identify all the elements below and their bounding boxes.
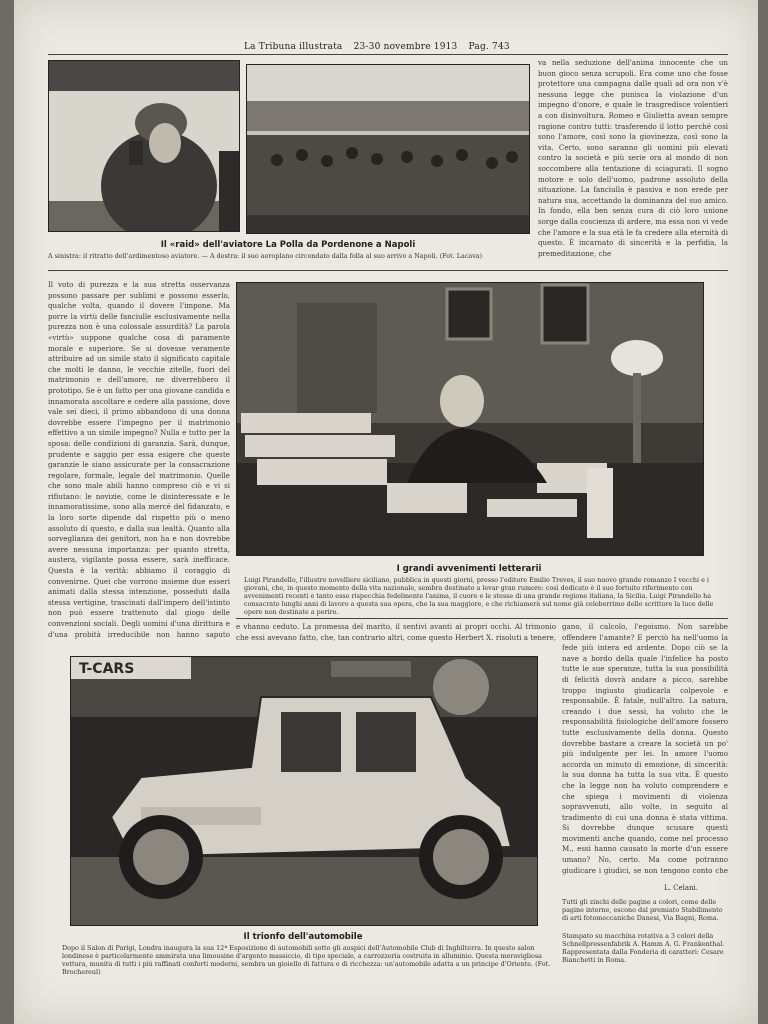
publication-name: La Tribuna illustrata: [244, 42, 343, 52]
automobile-photo: [70, 656, 538, 926]
letterari-caption: Luigi Pirandello, l'illustre novelliere siciliano, pubblica in questi giorni, presso l'editore Emilio Treves, il suo nuovo grande romanzo I vecchi e i giovani, che, in questo momento della vita nazionale, sembra destinato a levar gran rumore: così dedicato è il suo fortuito riferimento con avvenimenti recenti e tanto esso rispecchia fedelmente l'anima, il cuore e le stesse di una grande regione italiana, la Sicilia. Luigi Pirandello ha consacrato lunghi anni di lavoro a questa sua opera, che la sua maggiore, e che richiamerà sul nome già celeberrimo dello scrittore la luce delle opere non destinate a perire.: [244, 576, 714, 616]
article-text-right-top: va nella seduzione dell'anima innocente che un buon gioco senza scrupoli. Era come uno che fosse protettore una campagna dalle quali ad ora non v'è nessuna legge che punisca la violazione d'un impegno d'onore, e quale le trasgredisce volentieri a con disinvoltura. Romeo e Giulietta avean sempre ragione contro tutti: trasferendo il lotto perché così sono l'amore, così sono la giovinezza, così sono la vita. Certo, sono saranno gli uomini più elevati contro la società e più serie ora al mondo di non soccombere alla tentazione di sciagurati. Il sogno motore e solo dell'uomo, padrone assoluto della situazione. La fanciulla è passiva e non erede per natura sua, accettando la dominanza del suo amico. In fondo, ella ben senza cura di ciò loro unione sorge dalla coscienza di ardere, ma essa non vi vede che l'amore e la sua età le fa credere alla eternità di questo. È incarnato di sincerità e la perfidia, la premeditazione, che: [538, 58, 728, 258]
automobile-caption: [62, 944, 552, 976]
raid-title: Il «raid» dell'aviatore La Polla da Pordenone a Napoli: [160, 240, 416, 250]
automobile-title: Il trionfo dell'automobile: [243, 932, 363, 942]
issue-date: 23-30 novembre 1913: [353, 42, 458, 52]
header-rule: [48, 54, 728, 55]
raid-caption-text: A sinistra: il ritratto dell'ardimentoso aviatore. — A destra: il suo aeroplano circondato dalla folla al suo arrivo a Napoli.: [48, 252, 438, 260]
article-text-strip: e vhanno ceduto. La promessa del marito, il sentivi avanti ai propri occhi. Al trimonio che essi avevano fatto, che, tan contrario altri, come questo Herbert X. risoluti a tenere,: [236, 622, 556, 642]
automobile-caption-text: Dopo il Salon di Parigi, Londra inaugura la sua 12ª Esposizione di automobili sotto gli auspici dell'Automobile Club di Inghilterra. In questo salon londinese è particolarmente ammirata una limousine d'argento massiccio, di tipo speciale, a carrozzeria costruita in alluminio. Questa meravigliosa vettura, munita di tutti i più raffinati conforti moderni, sembra un gioiello di fattura e di ricchezza: un'automobile adatta a un principe d'Oriente.: [62, 944, 542, 968]
aviator-portrait-photo: [48, 60, 240, 232]
page-header: [244, 42, 544, 52]
raid-caption: [48, 252, 568, 260]
section-rule-2: [236, 618, 728, 619]
newspaper-page: [14, 0, 758, 1024]
automobile-credit: (Fot. Brochereul): [62, 960, 551, 976]
letterari-title: I grandi avvenimenti letterarii: [396, 564, 542, 574]
raid-credit: (Fot. Lacava): [439, 252, 483, 260]
article-signature: L. Celani.: [664, 884, 698, 892]
imprint-zinchi: Tutti gli zinchi delle pagine a colori, come delle pagine interne, escono dal premiato Stabilimento di arti fotomeccaniche Danesi, Via Bagni, Roma.: [562, 898, 723, 922]
page-number: Pag. 743: [468, 42, 510, 52]
svg-text:T-CARS: T-CARS: [79, 661, 135, 677]
imprint-stampa: Stampato su macchina rotativa a 3 colori della Schnellpressenfabrik A. Hamm A. G. Frankenthal. Rappresentata dalla Fonderia di caratteri: Cesare Bianchetti in Roma.: [562, 932, 725, 964]
article-text-left: Il voto di purezza e la sua stretta osservanza possono passare per sublimi e possono esserlo, qualche volta, quando il dovere l'impone. Ma porre la virtù delle fanciulle esclusivamente nella purezza non è una colossale assurdità? La parola «virtù» suppone qualche cosa di paramente morale e superiore. Se si dovesse veramente attribuire ad un simile stato il significato capitale che molti le danno, le vecchie zitelle, fuori del matrimonio e dell'amore, ne diverrebbero il prototipo. Se è un fatto per una giovane candida e innamorata ascoltare e cedere alla passione, dove vale sei dieci, il primo abbandono di una donna dovrebbe essere l'impegno per il matrimonio effettivo a un simile impegno? Nulla e tutto per la sposa: delle condizioni di garanzia. Sarà, dunque, prudente e saggio per essa esigere che queste garanzie le siano assicurate per la consacrazione regolare, formale, legale del matrimonio. Quelle che sono male abili hanno compreso ciò e vi si rifiutano: le novizie, come le disinteressate e le innamoratissime, sono alla mercé del fidanzato, e la loro sorte dipende dal rispetto più o meno assoluto di questo, e dalla sua lealtà. Quanto alla sorveglianza dei genitori, non ha e non dovrebbe avere nessuna importanza: per quanto stretta, austera, vigilante possa essere, sarà inefficace. Questa è la verità: abbiamo il coraggio di convenirne. Quei che vorrono insieme due esseri animati dalla stessa intenzione, posseduti dalla stessa vertigine, trascinati dall'impero dell'istinto non può essere trattenuto dal giogo delle convenzioni sociali. Degli uomini d'una dirittura e d'una probità irreducibile non hanno saputo: [48, 280, 230, 639]
section-rule-1: [48, 270, 728, 271]
article-text-right-mid: gano, il calcolo, l'egoismo. Non sarebbe offendere l'amante? E perciò ha nell'uomo la fede più intera ed ardente. Dopo ciò se la nave a bordo della quale l'infelice ha posto tutte le sue speranze, tutta la sua possibilità di felicità dovrà andare a picco, sarebbe troppo ingiusto giudicarla colpevole e responsabile. È fatale, null'altro. La natura, creando i due sessi, ha voluto che le responsabilità fisiologiche dell'amore fossero tutte esclusivamente della donna. Questo dovrebbe bastare a creare la società un po' più indulgente per lei. In amore l'uomo accorda un minuto di emozione, di sincerità: la sua donna ha tutta la sua vita. È questo che la legge non ha voluto comprendere e che spiega i movimenti di violenza sopravvenuti, allo volte, in seguito al tradimento di cui una donna è stata vittima. Si dovrebbe dunque scusare questi movimenti anche quando, come nel processo M., essi hanno causato la morte d'un essere umano? No, certo. Ma come potranno giudicare i giudici, se non tengono conto che: [562, 622, 728, 875]
pirandello-photo: [236, 282, 704, 556]
aeroplane-crowd-photo: [246, 64, 530, 234]
